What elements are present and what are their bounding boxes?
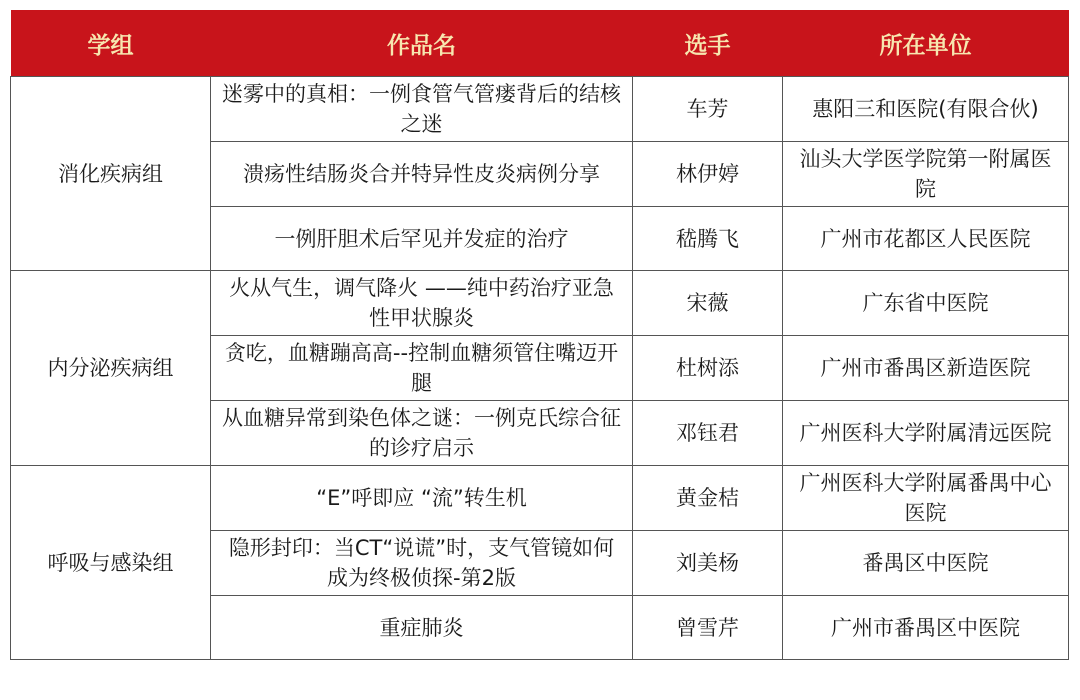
- work-cell: 火从气生，调气降火 ——纯中药治疗亚急性甲状腺炎: [211, 271, 633, 336]
- unit-cell: 汕头大学医学院第一附属医院: [783, 142, 1069, 207]
- player-cell: 林伊婷: [633, 142, 783, 207]
- player-cell: 刘美杨: [633, 531, 783, 596]
- header-player: 选手: [633, 10, 783, 77]
- work-cell: 隐形封印：当CT“说谎”时，支气管镜如何成为终极侦探-第2版: [211, 531, 633, 596]
- player-cell: 车芳: [633, 77, 783, 142]
- work-cell: 溃疡性结肠炎合并特异性皮炎病例分享: [211, 142, 633, 207]
- unit-cell: 番禺区中医院: [783, 531, 1069, 596]
- unit-cell: 广州市花都区人民医院: [783, 207, 1069, 271]
- unit-cell: 广州市番禺区新造医院: [783, 336, 1069, 401]
- award-table-container: [10, 10, 1068, 660]
- header-unit: 所在单位: [783, 10, 1069, 77]
- player-cell: 杜树添: [633, 336, 783, 401]
- award-table: [10, 10, 1069, 660]
- table-header-row: [11, 10, 1069, 77]
- unit-cell: 广东省中医院: [783, 271, 1069, 336]
- group-cell: 呼吸与感染组: [11, 466, 211, 660]
- group-cell: 消化疾病组: [11, 77, 211, 271]
- unit-cell: 惠阳三和医院(有限合伙): [783, 77, 1069, 142]
- player-cell: 邓钰君: [633, 401, 783, 466]
- unit-cell: 广州市番禺区中医院: [783, 596, 1069, 660]
- table-row: [11, 77, 1069, 142]
- header-group: 学组: [11, 10, 211, 77]
- work-cell: “E”呼即应 “流”转生机: [211, 466, 633, 531]
- unit-cell: 广州医科大学附属番禺中心医院: [783, 466, 1069, 531]
- table-row: [11, 466, 1069, 531]
- work-cell: 迷雾中的真相：一例食管气管瘘背后的结核之迷: [211, 77, 633, 142]
- work-cell: 贪吃，血糖蹦高高--控制血糖须管住嘴迈开腿: [211, 336, 633, 401]
- player-cell: 黄金桔: [633, 466, 783, 531]
- player-cell: 曾雪芹: [633, 596, 783, 660]
- table-row: [11, 271, 1069, 336]
- unit-cell: 广州医科大学附属清远医院: [783, 401, 1069, 466]
- work-cell: 重症肺炎: [211, 596, 633, 660]
- group-cell: 内分泌疾病组: [11, 271, 211, 466]
- header-work: 作品名: [211, 10, 633, 77]
- work-cell: 从血糖异常到染色体之谜：一例克氏综合征的诊疗启示: [211, 401, 633, 466]
- work-cell: 一例肝胆术后罕见并发症的治疗: [211, 207, 633, 271]
- player-cell: 嵇腾飞: [633, 207, 783, 271]
- player-cell: 宋薇: [633, 271, 783, 336]
